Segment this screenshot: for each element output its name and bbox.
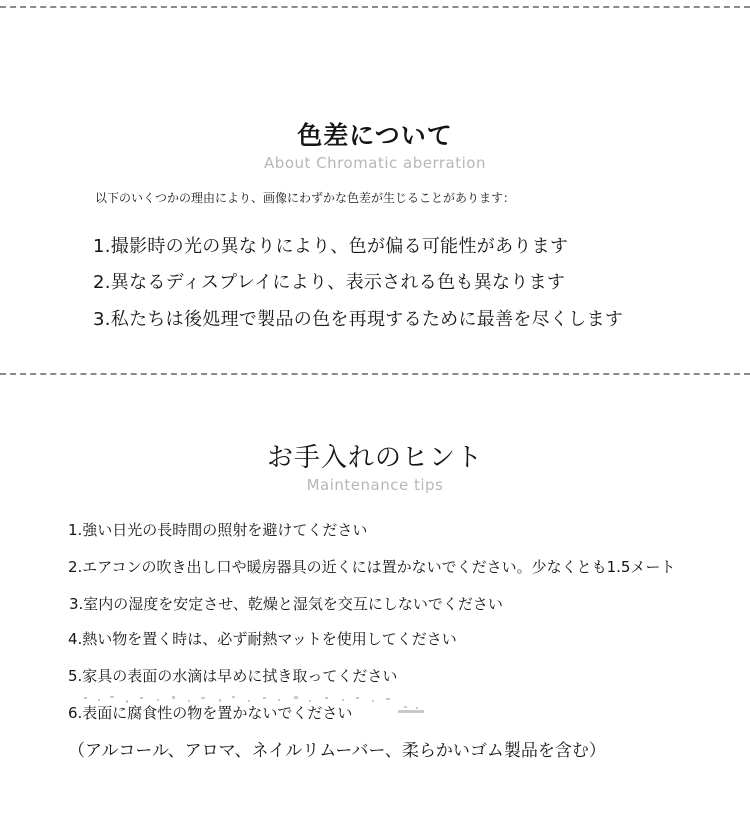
chromatic-aberration-title: 色差について [297, 121, 453, 150]
tip-item: 4.熱い物を置く時は、必ず耐熱マットを使用してください [68, 630, 457, 648]
reason-item: 3.私たちは後処理で製品の色を再現するために最善を尽くします [93, 309, 624, 330]
maintenance-tips-subtitle: Maintenance tips [306, 476, 444, 494]
tip-item: 1.強い日光の長時間の照射を避けてください [68, 521, 368, 539]
tip-item: 2.エアコンの吹き出し口や暖房器具の近くには置かないでください。少なくとも1.5メート [68, 558, 676, 576]
dashed-divider-middle [0, 373, 750, 375]
maintenance-tips-title: お手入れのヒント [266, 443, 483, 473]
tip-item: 3.室内の湿度を安定させ、乾燥と湿気を交互にしないでください [69, 595, 503, 613]
tip-item: 6.表面に腐食性の物を置かないでください [68, 704, 353, 722]
reason-item: 1.撮影時の光の異なりにより、色が偏る可能性があります [93, 236, 569, 257]
tip-note: （アルコール、アロマ、ネイルリムーバー、柔らかいゴム製品を含む） [68, 741, 606, 761]
tip-item: 5.家具の表面の水滴は早めに拭き取ってください [68, 667, 398, 685]
dashed-divider-top [0, 6, 750, 8]
reason-item: 2.異なるディスプレイにより、表示される色も異なります [93, 272, 566, 293]
chromatic-aberration-intro: 以下のいくつかの理由により、画像にわずかな色差が生じることがあります： [95, 191, 516, 205]
chromatic-aberration-subtitle: About Chromatic aberration [264, 154, 486, 172]
